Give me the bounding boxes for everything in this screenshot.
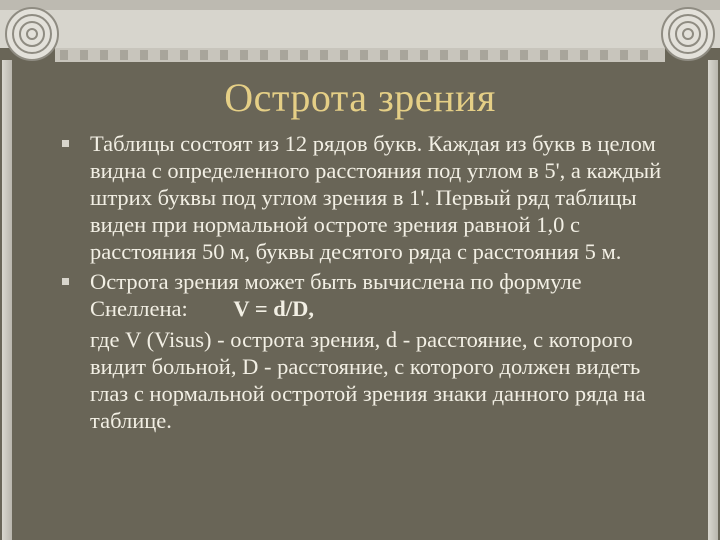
volute-right-icon (662, 8, 714, 60)
bullet-item (56, 130, 676, 265)
ionic-capital-frame (0, 0, 720, 70)
snellen-formula: V = d/D, (233, 296, 314, 321)
volute-left-icon (6, 8, 58, 60)
slide-title: Острота зрения (224, 75, 496, 120)
left-column-edge (2, 60, 12, 540)
slide-body (56, 130, 676, 437)
continuation-text: где V (Visus) - острота зрения, d - расстояние, с которого видит больной, D - расстояние, с которого должен видеть глаз с нормальной остротой зрения знаки данного ряда на таблице. (90, 327, 646, 433)
bullet-text: Острота зрения может быть вычислена по формуле Снеллена: (90, 269, 582, 321)
bullet-text: Таблицы состоят из 12 рядов букв. Каждая из букв в целом видна с определенного расстояния под углом в 5', а каждый штрих буквы под углом зрения в 1'. Первый ряд таблицы виден при нормальной остроте зрения равной 1,0 с расстояния 50 м, буквы десятого ряда с расстояния 5 м. (90, 131, 662, 264)
bullet-item (56, 268, 676, 322)
square-bullet-icon (62, 278, 69, 285)
right-column-edge (708, 60, 718, 540)
square-bullet-icon (62, 140, 69, 147)
